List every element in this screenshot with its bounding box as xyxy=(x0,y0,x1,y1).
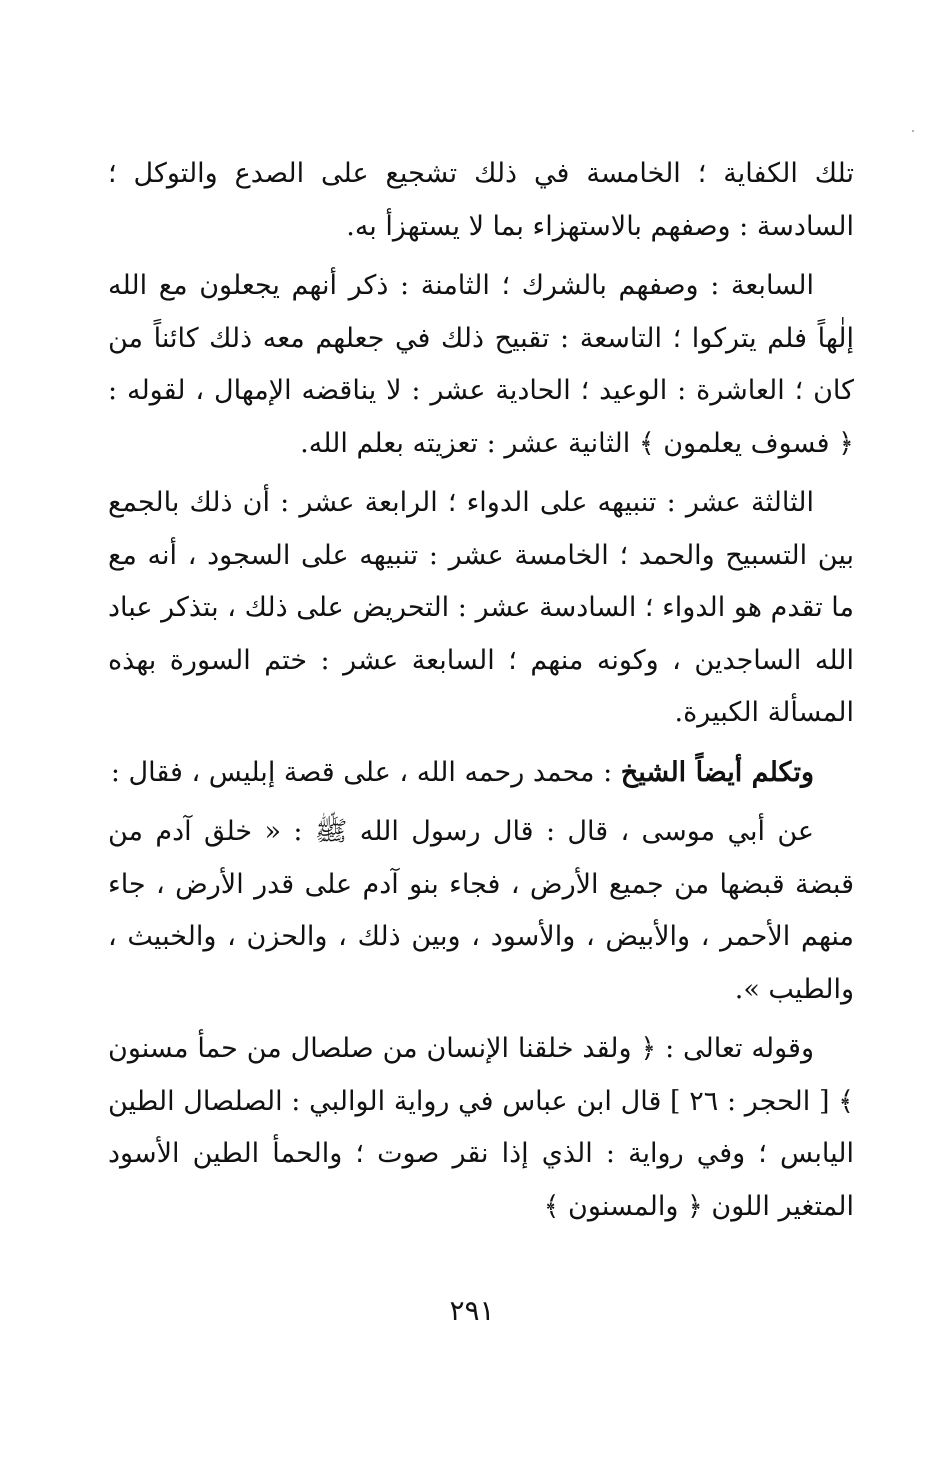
paragraph-3 xyxy=(108,477,854,740)
paragraph-2-text: السابعة : وصفهم بالشرك ؛ الثامنة : ذكر أنهم يجعلون مع الله إلٰهاً فلم يتركوا ؛ التاسعة : تقبيح ذلك في جعلهم معه ذلك كائناً من كان ؛ العاشرة : الوعيد ؛ الحادية عشر : لا يناقضه الإمهال ، لقوله : ﴿ فسوف يعلمون ﴾ الثانية عشر : تعزيته بعلم الله. xyxy=(108,270,854,459)
scan-speck xyxy=(912,130,914,132)
paragraph-4-lead: وتكلم أيضاً الشيخ xyxy=(620,756,814,788)
paragraph-2 xyxy=(108,260,854,470)
page-number: ٢٩١ xyxy=(449,1294,495,1327)
paragraph-3-text: الثالثة عشر : تنبيهه على الدواء ؛ الرابعة عشر : أن ذلك بالجمع بين التسبيح والحمد ؛ الخامسة عشر : تنبيهه على السجود ، أنه مع ما تقدم هو الدواء ؛ السادسة عشر : التحريض على ذلك ، بتذكر عباد الله الساجدين ، وكونه منهم ؛ السابعة عشر : ختم السورة بهذه المسألة الكبيرة. xyxy=(108,487,854,728)
paragraph-4-text: : محمد رحمه الله ، على قصة إبليس ، فقال : xyxy=(110,756,621,788)
paragraph-5 xyxy=(108,806,854,1016)
paragraph-6-text: وقوله تعالى : ﴿ ولقد خلقنا الإنسان من صلصال من حمأ مسنون ﴾ [ الحجر : ٢٦ ] قال ابن عباس في رواية الوالبي : الصلصال الطين اليابس ؛ وفي رواية : الذي إذا نقر صوت ؛ والحمأ الطين الأسود المتغير اللون ﴿ والمسنون ﴾ xyxy=(108,1033,855,1222)
paragraph-5-text: عن أبي موسى ، قال : قال رسول الله ﷺ : « خلق آدم من قبضة قبضها من جميع الأرض ، فجاء بنو آدم على قدر الأرض ، جاء منهم الأحمر ، والأبيض ، والأسود ، وبين ذلك ، والحزن ، والخبيث ، والطيب ». xyxy=(108,816,854,1005)
paragraph-1 xyxy=(108,148,854,253)
body-text xyxy=(108,148,854,1240)
paragraph-6 xyxy=(108,1023,854,1233)
paragraph-1-text: تلك الكفاية ؛ الخامسة في ذلك تشجيع على الصدع والتوكل ؛ السادسة : وصفهم بالاستهزاء بما لا يستهزأ به. xyxy=(108,158,854,242)
paragraph-4 xyxy=(108,747,854,800)
